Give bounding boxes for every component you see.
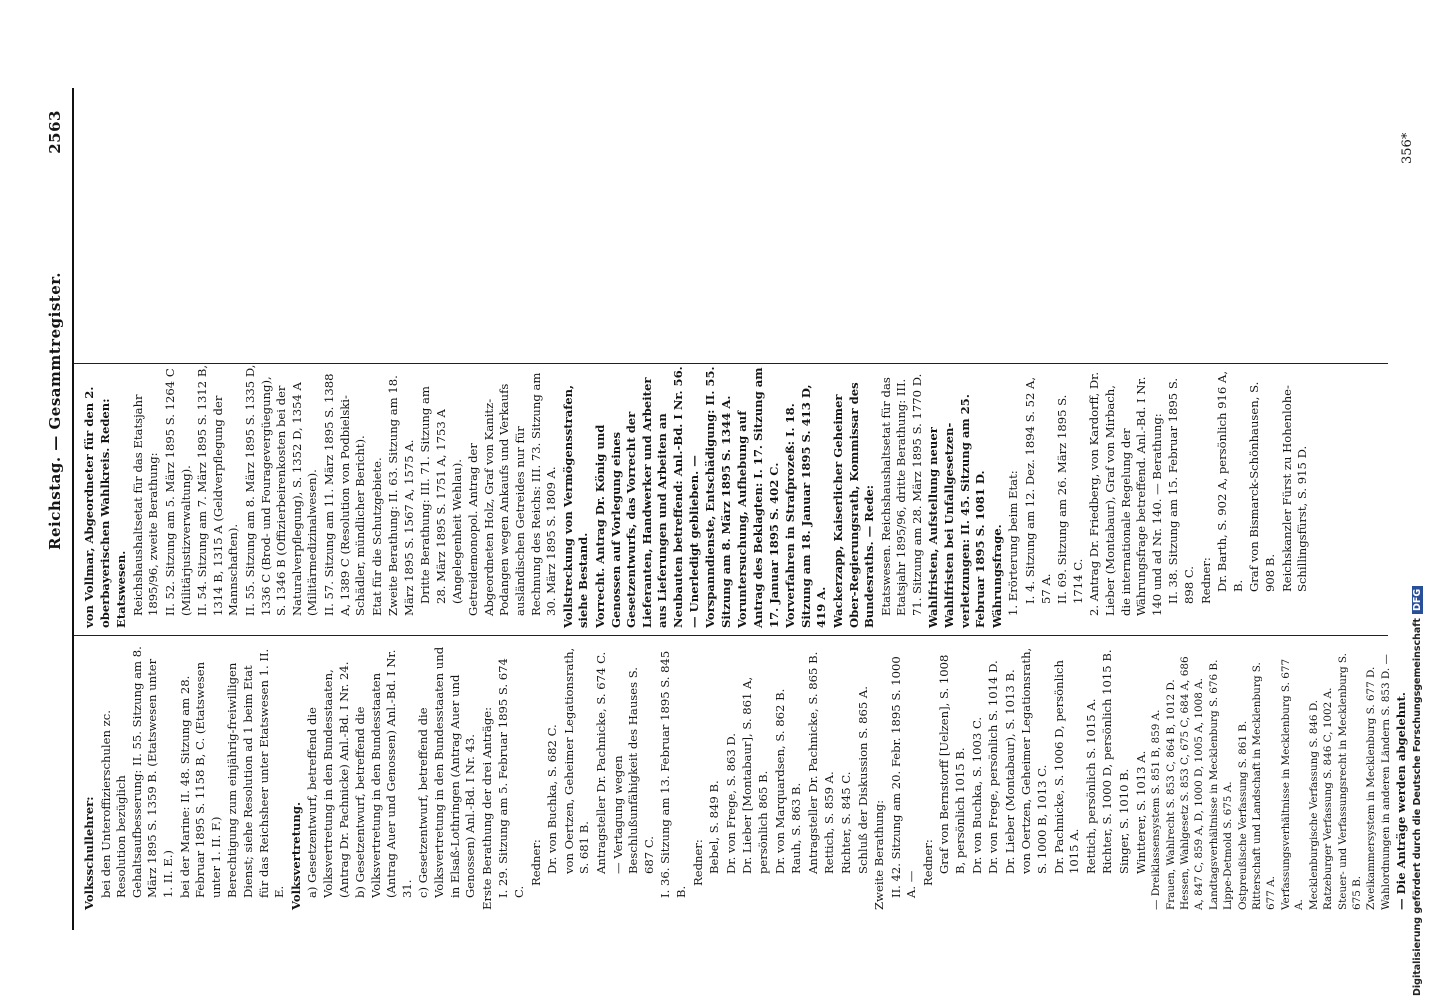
index-entry: Dr. von Buchka, S. 682 C. — [545, 724, 560, 874]
column-3 — [82, 92, 1392, 356]
index-entry: Rauh, S. 863 B. — [789, 782, 804, 874]
index-entry: Wahlfristen, Aufstellung neuer Wahlfristen bei Unfallgesetzen-verletzungen: II. 45. Sitzung am 25. Februar 1895 S. 1081 D. — [926, 394, 988, 628]
index-entry: Voruntersuchung, Aufhebung auf Antrag des Beklagten: I. 17. Sitzung am 17. Januar 1895 S. 402 C. — [735, 367, 781, 628]
index-entry: Graf von Bismarck-Schönhausen, S. 908 B. — [1247, 381, 1277, 592]
index-entry: Dr. Pachnicke, S. 1006 D, persönlich 1015 A. — [1051, 660, 1082, 874]
index-entry: Hessen, Wahlgesetz S. 853 C, 675 C, 684 A, 686 A, 847 C, 859 A, D, 1000 D, 1005 A, 1008 A. — [1179, 656, 1205, 910]
index-entry: Dr. Barth, S. 902 A, persönlich 916 A, B. — [1215, 370, 1245, 592]
index-entry: Wahlordnungen in anderen Ländern S. 853 D. — — [1379, 654, 1392, 910]
index-entry: — Vertagung wegen Beschlußunfähigkeit des Hauses S. 687 C. — [610, 667, 656, 874]
index-entry: Vorrecht. Antrag Dr. König und Genossen auf Vorlegung eines Gesetzentwurfs, das Vorrecht der Lieferanten, Handwerker und Arbeiter aus Lieferungen und Arbeiten an Neubauten betreffend: Anl.-Bd. I Nr. 56. — Unerledigt geblieben. — — [593, 366, 701, 628]
index-entry: b) Gesetzentwurf, betreffend die Volksvertretung in den Bundesstaaten (Antrag Auer und Genossen) Anl.-Bd. I Nr. 31. — [353, 649, 414, 898]
index-entry: Richter, S. 845 C. — [838, 771, 853, 874]
index-entry: von Oertzen, Geheimer Legationsrath, S. 1000 B, 1013 C. — [1019, 647, 1050, 874]
index-entry: Ritterschaft und Landschaft in Mecklenburg S. 677 A. — [1251, 662, 1277, 910]
dfg-logo: DFG — [1412, 586, 1423, 614]
index-entry: Antragsteller Dr. Pachnicke, S. 674 C. — [594, 651, 608, 874]
digitization-text: Digitalisierung gefördert durch die Deutsche Forschungsgemeinschaft — [1412, 618, 1423, 996]
index-entry: Erste Berathung der drei Anträge: — [479, 706, 494, 910]
index-entry: Landtagsverhältnisse in Mecklenburg S. 676 B. — [1207, 659, 1220, 910]
page-header — [46, 110, 68, 910]
index-entry: Vorspanndienste, Entschädigung: II. 55. Sitzung am 8. März 1895 S. 1344 A. — [703, 366, 733, 628]
index-entry: II. 42. Sitzung am 20. Febr. 1895 S. 1000 A. — — [888, 656, 919, 898]
index-entry: — Die Anträge werden abgelehnt. — [1394, 692, 1409, 910]
index-entry: Dr. von Buchka, S. 1003 C. — [969, 716, 984, 874]
index-entry: Ratzeburger Verfassung S. 846 C, 1002 A. — [1322, 687, 1335, 910]
index-entry: von Vollmar, Abgeordneter für den 2. oberbayerischen Wahlkreis. Reden: — [82, 386, 112, 628]
index-entry: II. 57. Sitzung am 11. März 1895 S. 1388 A, 1389 C (Resolution von Podbielski-Schädler, mündlicher Bericht). — [321, 373, 368, 616]
index-entry: Frauen, Wahlrecht S. 853 C, 864 B, 1012 D. — [1164, 679, 1177, 910]
index-entry: Graf von Bernstorff [Uelzen], S. 1008 B, persönlich 1015 B. — [937, 654, 968, 874]
index-entry: Lippe-Detmold S. 675 A. — [1222, 781, 1235, 910]
index-entry: 2. Antrag Dr. Friedberg, von Kardorff, Dr. Lieber (Montabaur), Graf von Mirbach, die internationale Regelung der Währungsfrage betreffend. Anl.-Bd. I Nr. 140 und ad Nr. 140. — Berathung: — [1087, 371, 1164, 616]
index-entry: II. 52. Sitzung am 5. März 1895 S. 1264 C (Militärjustizverwaltung). — [162, 368, 193, 616]
index-entry: Wackerzapp, Kaiserlicher Geheimer Ober-Regierungsrath, Kommissar des Bundesraths. — Rede: — [830, 382, 877, 628]
index-entry: Zweikammersystem in Mecklenburg S. 677 D. — [1365, 666, 1378, 910]
index-entry: Steuer- und Verfassungsrecht in Mecklenburg S. 675 B. — [1336, 653, 1363, 910]
index-entry: von Oertzen, Geheimer Legationsrath, S. 681 B. — [561, 647, 592, 874]
index-entry: Redner: — [690, 839, 705, 886]
index-entry: Richter, S. 1000 D, persönlich 1015 B. — [1100, 649, 1115, 874]
index-entry: Dr. Lieber [Montabaur], S. 861 A, persönlich 865 B. — [740, 676, 770, 874]
index-entry: Ostpreußische Verfassung S. 861 B. — [1236, 720, 1249, 910]
index-entry: I. 29. Sitzung am 5. Februar 1895 S. 674 C. — [496, 658, 527, 898]
index-entry: Dr. Lieber (Montabaur), S. 1013 B. — [1002, 669, 1017, 874]
index-entry: Volksschullehrer: — [82, 796, 96, 910]
index-entry: Berechtigung zum einjährig-freiwilligen Dienst; siehe Resolution ad 1 beim Etat für das Reichsheer unter Etatswesen 1. II. E. — [225, 648, 287, 898]
index-entry: Reichshaushaltsetat für das Etatsjahr 1895/96, zweite Berathung: — [130, 394, 161, 616]
index-entry: Getreidemonopol. Antrag der Abgeordneten Holz, Graf von Kanitz-Podangen wegen Ankaufs und Verkaufs ausländischen Getreides nur für Rechnung des Reichs: III. 73. Sitzung am 30. März 1895 S. 1809 A. — [466, 372, 559, 616]
index-entry: Volksvertretung. — [288, 801, 303, 910]
index-entry: I. 4. Sitzung am 12. Dez. 1894 S. 52 A, 57 A. — [1023, 376, 1053, 604]
index-entry: Schluß der Diskussion S. 865 A. — [855, 686, 870, 874]
index-entry: a) Gesetzentwurf, betreffend die Volksvertretung in den Bundesstaaten, (Antrag Dr. Pachnicke) Anl.-Bd. I Nr. 24. — [305, 661, 351, 898]
index-entry: Redner: — [1198, 557, 1213, 604]
index-entry: Etat für die Schutzgebiete. — [369, 457, 384, 616]
index-entry: Währungsfrage. — [989, 524, 1004, 628]
index-entry: Zweite Berathung: II. 63. Sitzung am 18. März 1895 S. 1567 A, 1575 A. — [386, 375, 416, 616]
index-entry: Vollstreckung von Vermögensstrafen, siehe Bestand. — [560, 384, 591, 628]
index-entry: Vorverfahren in Strafprozeß: I. 18. Sitzung am 18. Januar 1895 S. 413 D, 419 A. — [783, 384, 829, 628]
index-entry: Redner: — [528, 839, 543, 886]
index-entry: II. 38. Sitzung am 15. Februar 1895 S. 898 C. — [1166, 377, 1196, 604]
index-entry: 1. Erörterung beim Etat: — [1006, 470, 1021, 616]
running-title: Reichstag. — Gesammtregister. — [46, 272, 64, 550]
index-entry: Verfassungsverhältnisse in Mecklenburg S. 677 A. — [1279, 658, 1306, 910]
index-entry: Wintterer, S. 1013 A. — [1133, 750, 1148, 874]
index-entry: II. 69. Sitzung am 26. März 1895 S. 1714 C. — [1055, 394, 1085, 604]
index-entry: Dr. von Frege, persönlich S. 1014 D. — [986, 660, 1001, 874]
index-entry: — Dreiklassensystem S. 851 B, 859 A. — [1150, 709, 1163, 910]
index-entry: Etatswesen. — [114, 550, 129, 628]
column-1 — [82, 646, 1409, 910]
index-entry: Antragsteller Dr. Pachnicke, S. 865 B. — [805, 651, 820, 874]
index-entry: Rettich, persönlich S. 1015 A. — [1083, 698, 1098, 874]
index-entry: bei der Marine: II. 48. Sitzung am 28. Februar 1895 S. 1158 B, C. (Etatswesen unter 1. II. F.) — [177, 661, 223, 898]
index-entry: II. 54. Sitzung am 7. März 1895 S. 1312 B, 1314 B, 1315 A (Geldverpflegung der Mannschaften). — [195, 364, 241, 616]
index-entry: Zweite Berathung: — [872, 800, 887, 910]
digitization-note — [1412, 586, 1423, 996]
index-entry: Redner: — [920, 839, 935, 886]
header-rule — [72, 88, 74, 930]
index-entry: I. 36. Sitzung am 13. Februar 1895 S. 845 B. — [658, 650, 688, 898]
index-entry: Singer, S. 1010 B. — [1117, 768, 1131, 874]
index-entry: c) Gesetzentwurf, betreffend die Volksvertretung in den Bundesstaaten und in Elsaß-Lothringen (Antrag Auer und Genossen) Anl.-Bd. I Nr. 43. — [416, 646, 478, 898]
page-number: 2563 — [46, 110, 64, 154]
column-2 — [82, 364, 1392, 628]
index-entry: Dr. von Frege, S. 863 D. — [723, 733, 738, 874]
column-divider-1 — [74, 635, 1388, 636]
index-entry: Rettich, S. 859 A. — [822, 771, 837, 874]
index-entry: Mecklenburgische Verfassung S. 846 D. — [1307, 699, 1320, 910]
index-entry: II. 55. Sitzung am 8. März 1895 S. 1335 D, 1336 C (Brod- und Fouragevergüegung), S. 1346 B (Offizierbeirenkosten bei der Naturalverpflegung), S. 1352 D, 1354 A (Militärmedizinalwesen). — [242, 364, 320, 616]
index-entry: Dritte Berathung: III. 71. Sitzung am 28. März 1895 S. 1751 A, 1753 A (Angelegenheit Wehlau). — [418, 386, 464, 604]
index-entry: Reichskanzler Fürst zu Hohenlohe-Schillingsfürst, S. 915 D. — [1279, 385, 1310, 592]
index-entry: Bebel, S. 849 B. — [707, 780, 722, 874]
index-entry: Etatswesen. Reichshaushaltsetat für das Etatsjahr 1895/96, dritte Berathung: III. 71. Sitzung am 28. März 1895 S. 1770 D. — [878, 373, 924, 616]
index-entry: bei den Unteroffizierschulen zc. Resolution bezüglich Gehaltsaufbesserung: II. 55. Sitzung am 8. März 1895 S. 1359 B. (Etatswesen unter 1. II. E.) — [98, 646, 175, 898]
index-entry: Dr. von Marquardsen, S. 862 B. — [772, 688, 787, 874]
sheet-number: 356* — [1400, 132, 1415, 164]
